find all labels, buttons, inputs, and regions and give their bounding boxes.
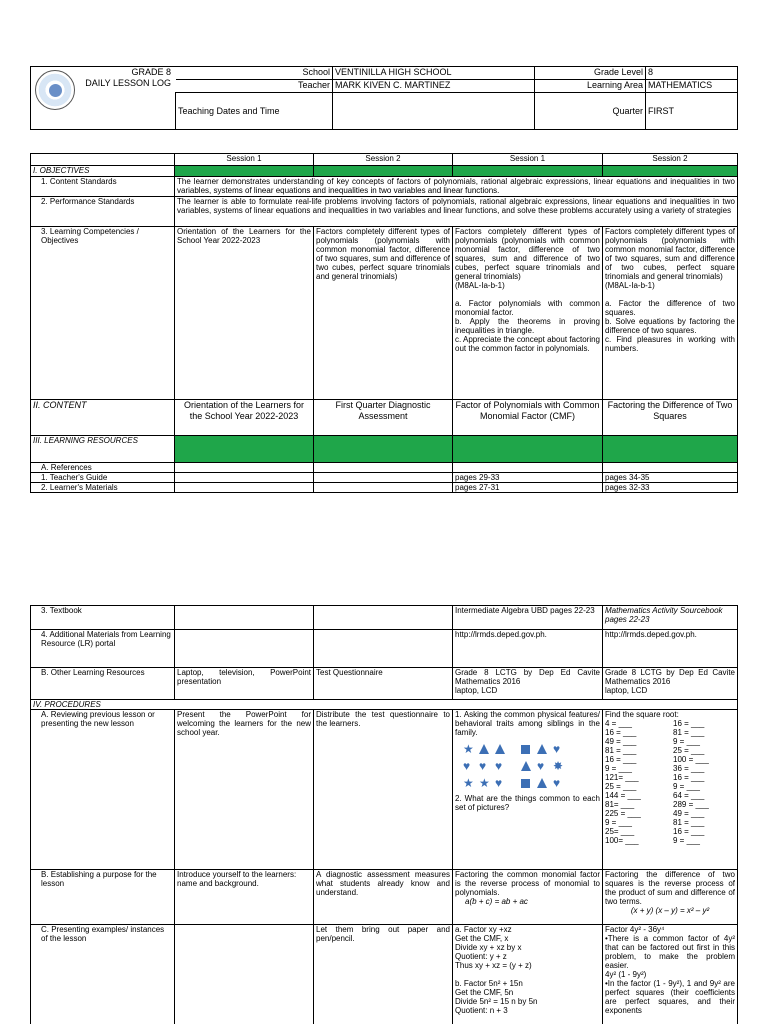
- content-heading: II. CONTENT: [31, 400, 175, 436]
- references-label: A. References: [31, 463, 175, 473]
- square-root-item: 144 = ___: [605, 791, 641, 800]
- performance-standards-text: The learner is able to formulate real-life problems involving factors of polynomials, rational algebraic expressions, linear equations and inequalities in two variables, systems of linear equations and inequalities in two variables and linear functions, and solve these problems accurately using a variety of strategies: [175, 197, 738, 227]
- session-corner: [31, 154, 175, 166]
- green-cell: [314, 436, 453, 463]
- content-standards-label: 1. Content Standards: [31, 177, 175, 197]
- square-root-item: 16 = ___: [605, 728, 637, 737]
- lm-session-1: [175, 483, 314, 493]
- reviewing-session-4-cell: [603, 710, 738, 870]
- session-2-header: Session 2: [314, 154, 453, 166]
- reviewing-session-3: 1. Asking the common physical features/ behavioral traits among siblings in the family.: [455, 710, 600, 737]
- shape-pictures-icon: [463, 743, 600, 790]
- textbook-session-2: [314, 606, 453, 630]
- lesson-table-page1: [30, 153, 738, 493]
- square-root-item: 4 = ___: [605, 719, 632, 728]
- examples-session-4: Factor 4y² - 36y⁴ •There is a common factor of 4y² that can be factored out first in this problem, to make the problem easier. 4y² (1 - 9y²) •In the factor (1 - 9y²), 1 and 9y² are perfect squares (their coefficients are perfect squares, and their exponents: [603, 925, 738, 1024]
- green-cell: [603, 436, 738, 463]
- textbook-session-4: Mathematics Activity Sourcebook pages 22-23: [603, 606, 738, 630]
- session-4-header: Session 2: [603, 154, 738, 166]
- reviewing-session-4: Find the square root:: [605, 710, 679, 719]
- examples-session-3: a. Factor xy +xz Get the CMF, x Divide xy + xz by x Quotient: y + z Thus xy + xz = (y + z) b. Factor 5n² + 15n Get the CMF, 5n Divide 5n² = 15 n by 5n Quotient: n + 3: [453, 925, 603, 1024]
- content-session-3: Factor of Polynomials with Common Monomial Factor (CMF): [453, 400, 603, 436]
- square-root-item: 64 = ___: [673, 791, 705, 800]
- square-root-item: 81 = ___: [673, 818, 705, 827]
- empty-cell: [603, 463, 738, 473]
- reviewing-question: 2. What are the things common to each set of pictures?: [455, 794, 600, 812]
- session-3-header: Session 1: [453, 154, 603, 166]
- other-session-2: Test Questionnaire: [314, 668, 453, 700]
- purpose-session-2: A diagnostic assessment measures what students already know and understand.: [314, 870, 453, 925]
- examples-session-2: Let them bring out paper and pen/pencil.: [314, 925, 453, 1024]
- learning-area-value: MATHEMATICS: [646, 80, 738, 93]
- green-cell: [314, 166, 453, 177]
- tg-session-3: pages 29-33: [453, 473, 603, 483]
- content-session-1: Orientation of the Learners for the School Year 2022-2023: [175, 400, 314, 436]
- additional-session-2: [314, 630, 453, 668]
- lesson-table-page2: [30, 605, 738, 1024]
- competency-session-4: Factors completely different types of polynomials (polynomials with common monomial factor, difference of two squares, sum and difference of two cubes, perfect square trinomials and general trinomials) (M8AL-Ia-b-1) a. Factor the difference of two squares. b. Solve equations by factoring the difference of two squares. c. Find pleasures in working with numbers.: [603, 227, 738, 400]
- quarter-label: Quarter: [535, 93, 646, 130]
- purpose-session-1: Introduce yourself to the learners: name and background.: [175, 870, 314, 925]
- header-logo-cell: [31, 67, 176, 130]
- content-standards-text: The learner demonstrates understanding of key concepts of factors of polynomials, rational algebraic expressions, linear equations and inequalities in two variables, systems of linear equations and inequalities in two variables and linear functions.: [175, 177, 738, 197]
- empty-cell: [453, 463, 603, 473]
- shape-set-2: ♥ ♥ ✸ ♥: [521, 743, 567, 790]
- reviewing-label: A. Reviewing previous lesson or presenting the new lesson: [31, 710, 175, 870]
- grade-level-value: 8: [646, 67, 738, 80]
- purpose-formula-3: a(b + c) = ab + ac: [465, 897, 528, 906]
- examples-session-1: [175, 925, 314, 1024]
- examples-label: C. Presenting examples/ instances of the lesson: [31, 925, 175, 1024]
- teachers-guide-label: 1. Teacher's Guide: [31, 473, 175, 483]
- shape-set-1: ★ ♥ ♥ ♥ ★ ★ ♥: [463, 743, 509, 790]
- content-session-4: Factoring the Difference of Two Squares: [603, 400, 738, 436]
- empty-cell: [314, 463, 453, 473]
- other-resources-label: B. Other Learning Resources: [31, 668, 175, 700]
- competency-session-2: Factors completely different types of polynomials (polynomials with common monomial factor, difference of two squares, sum and difference of two cubes, perfect square trinomials and general trinomials): [314, 227, 453, 400]
- lm-session-4: pages 32-33: [603, 483, 738, 493]
- deped-seal-icon: [35, 70, 75, 110]
- square-root-item: 9 = ___: [673, 737, 700, 746]
- square-root-item: 16 = ___: [673, 719, 705, 728]
- square-root-item: 25= ___: [605, 827, 635, 836]
- textbook-session-1: [175, 606, 314, 630]
- procedures-heading: IV. PROCEDURES: [31, 700, 738, 710]
- textbook-session-3: Intermediate Algebra UBD pages 22-23: [453, 606, 603, 630]
- teacher-value: MARK KIVEN C. MARTINEZ: [333, 80, 535, 93]
- school-label: School: [176, 67, 333, 80]
- session-1-header: Session 1: [175, 154, 314, 166]
- square-root-item: 25 = ___: [673, 746, 705, 755]
- additional-session-1: [175, 630, 314, 668]
- lm-session-2: [314, 483, 453, 493]
- green-cell: [603, 166, 738, 177]
- square-root-item: 81 = ___: [673, 728, 705, 737]
- square-root-item: 25 = ___: [605, 782, 637, 791]
- performance-standards-label: 2. Performance Standards: [31, 197, 175, 227]
- learning-area-label: Learning Area: [535, 80, 646, 93]
- square-root-list: [605, 719, 735, 845]
- lm-session-3: pages 27-31: [453, 483, 603, 493]
- purpose-session-4-cell: [603, 870, 738, 925]
- competencies-label: 3. Learning Competencies / Objectives: [31, 227, 175, 400]
- additional-materials-label: 4. Additional Materials from Learning Resource (LR) portal: [31, 630, 175, 668]
- square-root-item: 16 = ___: [673, 827, 705, 836]
- square-root-item: 9 = ___: [605, 818, 632, 827]
- square-root-item: 225 = ___: [605, 809, 641, 818]
- square-root-item: 36 = ___: [673, 764, 705, 773]
- grade-level-label: Grade Level: [535, 67, 646, 80]
- square-root-item: 100= ___: [605, 836, 639, 845]
- square-root-item: 81= ___: [605, 800, 635, 809]
- other-session-3: Grade 8 LCTG by Dep Ed Cavite Mathematics 2016 laptop, LCD: [453, 668, 603, 700]
- square-root-item: 9 = ___: [673, 836, 700, 845]
- square-root-item: 100 = ___: [673, 755, 709, 764]
- square-root-item: 81 = ___: [605, 746, 637, 755]
- learners-materials-label: 2. Learner's Materials: [31, 483, 175, 493]
- square-root-item: 9 = ___: [673, 782, 700, 791]
- purpose-session-4: Factoring the difference of two squares is the reverse process of the product of sum and difference of two terms.: [605, 870, 735, 906]
- competency-session-3: Factors completely different types of polynomials (polynomials with common monomial factor, difference of two squares, sum and difference of two cubes, perfect square trinomials and general trinomials) (M8AL-Ia-b-1) a. Factor polynomials with common monomial factor. b. Apply the theorems in proving inequalities in triangle. c. Appreciate the concept about factoring out the common factor in polynomials.: [453, 227, 603, 400]
- square-root-item: 121= ___: [605, 773, 639, 782]
- square-root-item: 49 = ___: [605, 737, 637, 746]
- tg-session-2: [314, 473, 453, 483]
- log-title: DAILY LESSON LOG: [85, 78, 171, 88]
- reviewing-session-3-cell: [453, 710, 603, 870]
- competency-session-1: Orientation of the Learners for the School Year 2022-2023: [175, 227, 314, 400]
- square-root-item: 49 = ___: [673, 809, 705, 818]
- green-cell: [175, 166, 314, 177]
- dates-value: [333, 93, 535, 130]
- purpose-session-3: Factoring the common monomial factor is the reverse process of monomial to polynomials.: [455, 870, 600, 897]
- square-root-item: 9 = ___: [605, 764, 632, 773]
- square-root-item: 289 = ___: [673, 800, 709, 809]
- grade-label: GRADE 8: [131, 67, 171, 77]
- additional-session-4: http://lrmds.deped.gov.ph.: [603, 630, 738, 668]
- header-table: [30, 66, 738, 130]
- quarter-value: FIRST: [646, 93, 738, 130]
- green-cell: [453, 436, 603, 463]
- purpose-session-3-cell: [453, 870, 603, 925]
- reviewing-session-1: Present the PowerPoint for welcoming the learners for the new school year.: [175, 710, 314, 870]
- other-session-4: Grade 8 LCTG by Dep Ed Cavite Mathematics 2016 laptop, LCD: [603, 668, 738, 700]
- additional-session-3: http://lrmds.deped.gov.ph.: [453, 630, 603, 668]
- objectives-heading: I. OBJECTIVES: [31, 166, 175, 177]
- dates-label: Teaching Dates and Time: [176, 93, 333, 130]
- resources-heading: III. LEARNING RESOURCES: [31, 436, 175, 463]
- green-cell: [175, 436, 314, 463]
- green-cell: [453, 166, 603, 177]
- empty-cell: [175, 463, 314, 473]
- purpose-formula-4: (x + y) (x – y) = x² – y²: [630, 906, 710, 915]
- purpose-label: B. Establishing a purpose for the lesson: [31, 870, 175, 925]
- textbook-label: 3. Textbook: [31, 606, 175, 630]
- square-root-item: 16 = ___: [605, 755, 637, 764]
- teacher-label: Teacher: [176, 80, 333, 93]
- other-session-1: Laptop, television, PowerPoint presentation: [175, 668, 314, 700]
- reviewing-session-2: Distribute the test questionnaire to the learners.: [314, 710, 453, 870]
- square-root-item: 16 = ___: [673, 773, 705, 782]
- content-session-2: First Quarter Diagnostic Assessment: [314, 400, 453, 436]
- tg-session-4: pages 34-35: [603, 473, 738, 483]
- school-value: VENTINILLA HIGH SCHOOL: [333, 67, 535, 80]
- tg-session-1: [175, 473, 314, 483]
